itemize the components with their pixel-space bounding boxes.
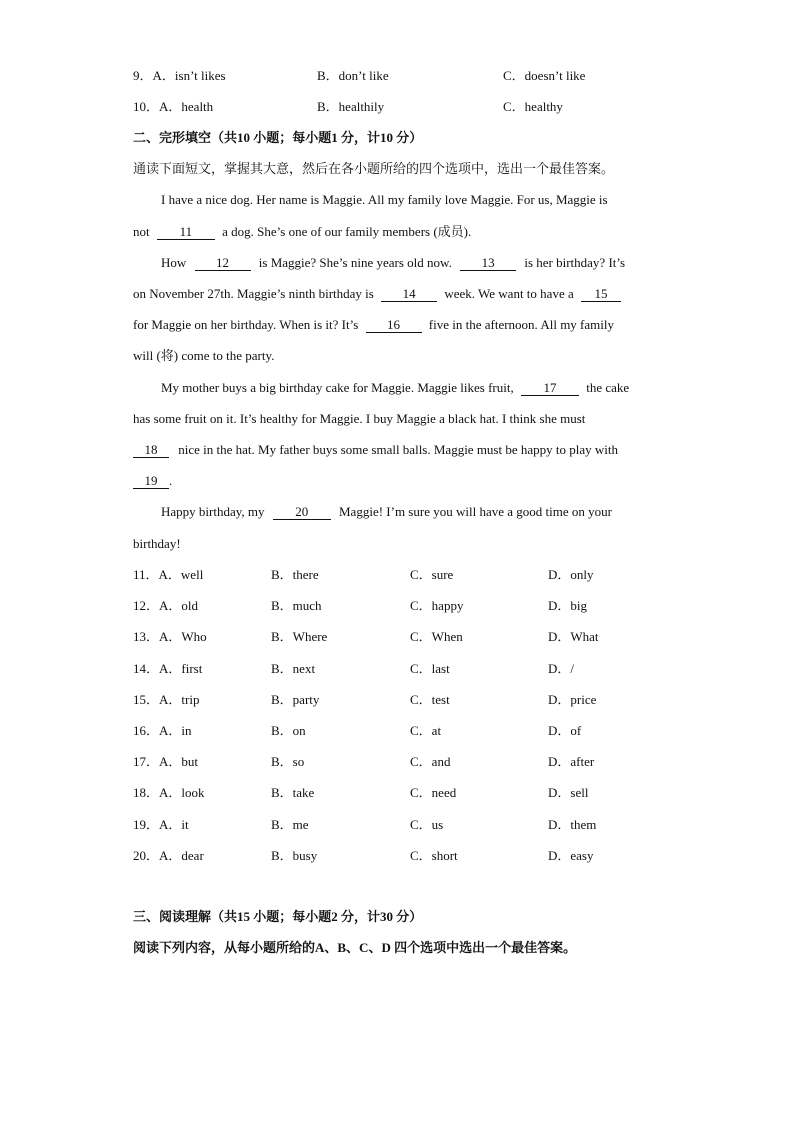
passage-line <box>161 504 612 520</box>
passage-line <box>133 224 471 240</box>
blank-19: 19 <box>133 474 169 489</box>
passage-text: My mother buys a big birthday cake for Maggie. Maggie likes fruit, <box>161 380 514 395</box>
option-text: A．well <box>158 567 204 582</box>
question-19-option-b <box>271 817 309 833</box>
question-20-option-c <box>410 848 458 864</box>
question-15-option-a <box>133 692 199 708</box>
passage-text: I have a nice dog. Her name is Maggie. All my family love Maggie. For us, Maggie is <box>161 192 608 207</box>
question-12-option-c <box>410 598 463 614</box>
blank-11: 11 <box>157 225 215 240</box>
passage-text: is her birthday? It’s <box>524 255 626 270</box>
question-15-option-b <box>271 692 319 708</box>
question-number: 13． <box>133 629 160 645</box>
question-18-option-a <box>133 785 205 801</box>
passage-line <box>133 286 621 302</box>
question-17-option-a <box>133 754 198 770</box>
question-14-option-d <box>548 661 574 677</box>
passage-text: is Maggie? She’s nine years old now. <box>258 255 452 270</box>
blank-16: 16 <box>366 318 422 333</box>
option-c: C．healthy <box>503 99 563 114</box>
option-text: D．after <box>548 754 595 770</box>
question-19-option-d <box>548 817 596 833</box>
question-number: 16． <box>133 723 160 738</box>
passage-text: the cake <box>586 380 630 395</box>
question-14-option-c <box>410 661 450 677</box>
option-text: C．sure <box>410 567 454 582</box>
question-11-option-a <box>133 567 203 583</box>
option-text: C．at <box>410 723 442 738</box>
option-text: C．last <box>410 660 450 676</box>
question-12-option-a <box>133 598 198 614</box>
question-20-option-a <box>133 848 204 864</box>
option-text: D．only <box>548 567 594 582</box>
question-16-option-c <box>410 723 441 739</box>
option-b: B．don’t like <box>317 68 389 83</box>
question-13-option-a <box>133 629 207 645</box>
passage-text: Happy birthday, my <box>161 504 265 519</box>
option-text: C．When <box>410 629 463 645</box>
blank-12: 12 <box>195 256 251 271</box>
question-number: 19． <box>133 816 160 832</box>
passage-text: not <box>133 224 150 239</box>
option-text: C．us <box>410 816 444 832</box>
question-18-option-d <box>548 785 588 801</box>
option-text: A．first <box>159 660 203 676</box>
question-number: 18． <box>133 785 160 801</box>
question-number: 11． <box>133 567 159 582</box>
question-9 <box>133 68 226 84</box>
blank-15: 15 <box>581 287 621 302</box>
option-text: A．but <box>159 754 199 770</box>
question-number: 15． <box>133 691 160 707</box>
option-text: D．/ <box>548 660 575 676</box>
question-20-option-d <box>548 848 594 864</box>
question-number: 14． <box>133 660 160 676</box>
option-text: A．dear <box>159 847 204 863</box>
question-14-option-a <box>133 661 202 677</box>
section-2-title: 二、完形填空（共10 小题；每小题1 分，计10 分） <box>133 130 423 145</box>
blank-14: 14 <box>381 287 437 302</box>
option-text: A．Who <box>159 629 207 645</box>
blank-13: 13 <box>460 256 516 271</box>
blank-20: 20 <box>273 505 331 520</box>
blank-18: 18 <box>133 443 169 458</box>
question-12-option-b <box>271 598 322 614</box>
question-number: 12． <box>133 598 160 614</box>
question-12-option-d <box>548 598 587 614</box>
question-13-option-b <box>271 629 327 645</box>
question-17-option-d <box>548 754 594 770</box>
option-text: D．What <box>548 629 599 645</box>
passage-text: How <box>161 255 187 270</box>
option-text: D．of <box>548 723 582 738</box>
option-text: B．take <box>271 785 315 801</box>
passage-text: Maggie! I’m sure you will have a good time on your <box>339 504 612 519</box>
question-16-option-a <box>133 723 192 739</box>
option-text: A．in <box>159 723 192 738</box>
section-3-instruction: 阅读下列内容，从每小题所给的A、B、C、D 四个选项中选出一个最佳答案。 <box>133 940 577 955</box>
option-text: A．old <box>159 598 199 614</box>
option-text: D．big <box>548 598 588 614</box>
question-16-option-b <box>271 723 306 739</box>
option-text: D．sell <box>548 785 589 801</box>
passage-text: a dog. She’s one of our family members (成员). <box>222 224 472 239</box>
section-2-instruction: 通读下面短文，掌握其大意，然后在各小题所给的四个选项中，选出一个最佳答案。 <box>133 161 615 176</box>
option-text: D．them <box>548 816 597 832</box>
passage-text: nice in the hat. My father buys some small balls. Maggie must be happy to play with <box>178 442 619 457</box>
passage-line <box>133 317 614 333</box>
option-text: B．there <box>271 567 319 582</box>
option-text: B．much <box>271 598 322 614</box>
option-text: A．it <box>159 816 189 832</box>
blank-17: 17 <box>521 381 579 396</box>
option-b: B．healthily <box>317 99 385 114</box>
passage-text: on November 27th. Maggie’s ninth birthday is <box>133 286 374 301</box>
option-text: B．on <box>271 723 306 738</box>
passage-text: for Maggie on her birthday. When is it? It’s <box>133 317 359 332</box>
option-a: A．isn’t likes <box>152 68 226 83</box>
question-number: 10． <box>133 99 160 114</box>
question-number: 17． <box>133 754 160 770</box>
option-text: B．busy <box>271 847 318 863</box>
option-text: C．happy <box>410 598 464 614</box>
option-text: B．me <box>271 816 309 832</box>
question-13-option-d <box>548 629 599 645</box>
question-number: 20． <box>133 847 160 863</box>
question-15-option-d <box>548 692 596 708</box>
option-text: A．look <box>159 785 205 801</box>
passage-text: week. We want to have a <box>444 286 574 301</box>
passage-line <box>161 380 629 396</box>
question-17-option-c <box>410 754 450 770</box>
option-text: D．easy <box>548 847 594 863</box>
question-number: 9． <box>133 68 153 83</box>
question-13-option-c <box>410 629 463 645</box>
question-11-option-d <box>548 567 594 583</box>
option-text: C．short <box>410 847 458 863</box>
option-text: A．trip <box>159 691 200 707</box>
question-14-option-b <box>271 661 315 677</box>
question-19-option-c <box>410 817 443 833</box>
option-text: B．Where <box>271 629 328 645</box>
question-19-option-a <box>133 817 189 833</box>
question-20-option-b <box>271 848 317 864</box>
passage-text: five in the afternoon. All my family <box>428 317 614 332</box>
option-text: D．price <box>548 691 597 707</box>
option-text: C．test <box>410 691 450 707</box>
passage-line <box>133 473 172 489</box>
option-text: B．next <box>271 660 316 676</box>
option-text: B．so <box>271 754 305 770</box>
section-3-title: 三、阅读理解（共15 小题；每小题2 分，计30 分） <box>133 909 423 924</box>
question-16-option-d <box>548 723 581 739</box>
option-text: C．and <box>410 754 451 770</box>
question-18-option-c <box>410 785 456 801</box>
passage-line <box>133 442 618 458</box>
option-text: B．party <box>271 691 320 707</box>
question-17-option-b <box>271 754 304 770</box>
question-15-option-c <box>410 692 450 708</box>
option-text: C．need <box>410 785 457 801</box>
passage-line <box>161 255 625 271</box>
option-c: C．doesn’t like <box>503 68 586 83</box>
question-11-option-b <box>271 567 319 583</box>
question-10 <box>133 99 213 115</box>
passage-line <box>161 192 660 208</box>
passage-line: will (将) come to the party. <box>133 348 275 363</box>
option-a: A．health <box>159 99 214 114</box>
question-11-option-c <box>410 567 453 583</box>
passage-text: . <box>169 473 173 488</box>
passage-line: birthday! <box>133 536 181 551</box>
question-18-option-b <box>271 785 314 801</box>
passage-line: has some fruit on it. It’s healthy for Maggie. I buy Maggie a black hat. I think she must <box>133 411 586 426</box>
